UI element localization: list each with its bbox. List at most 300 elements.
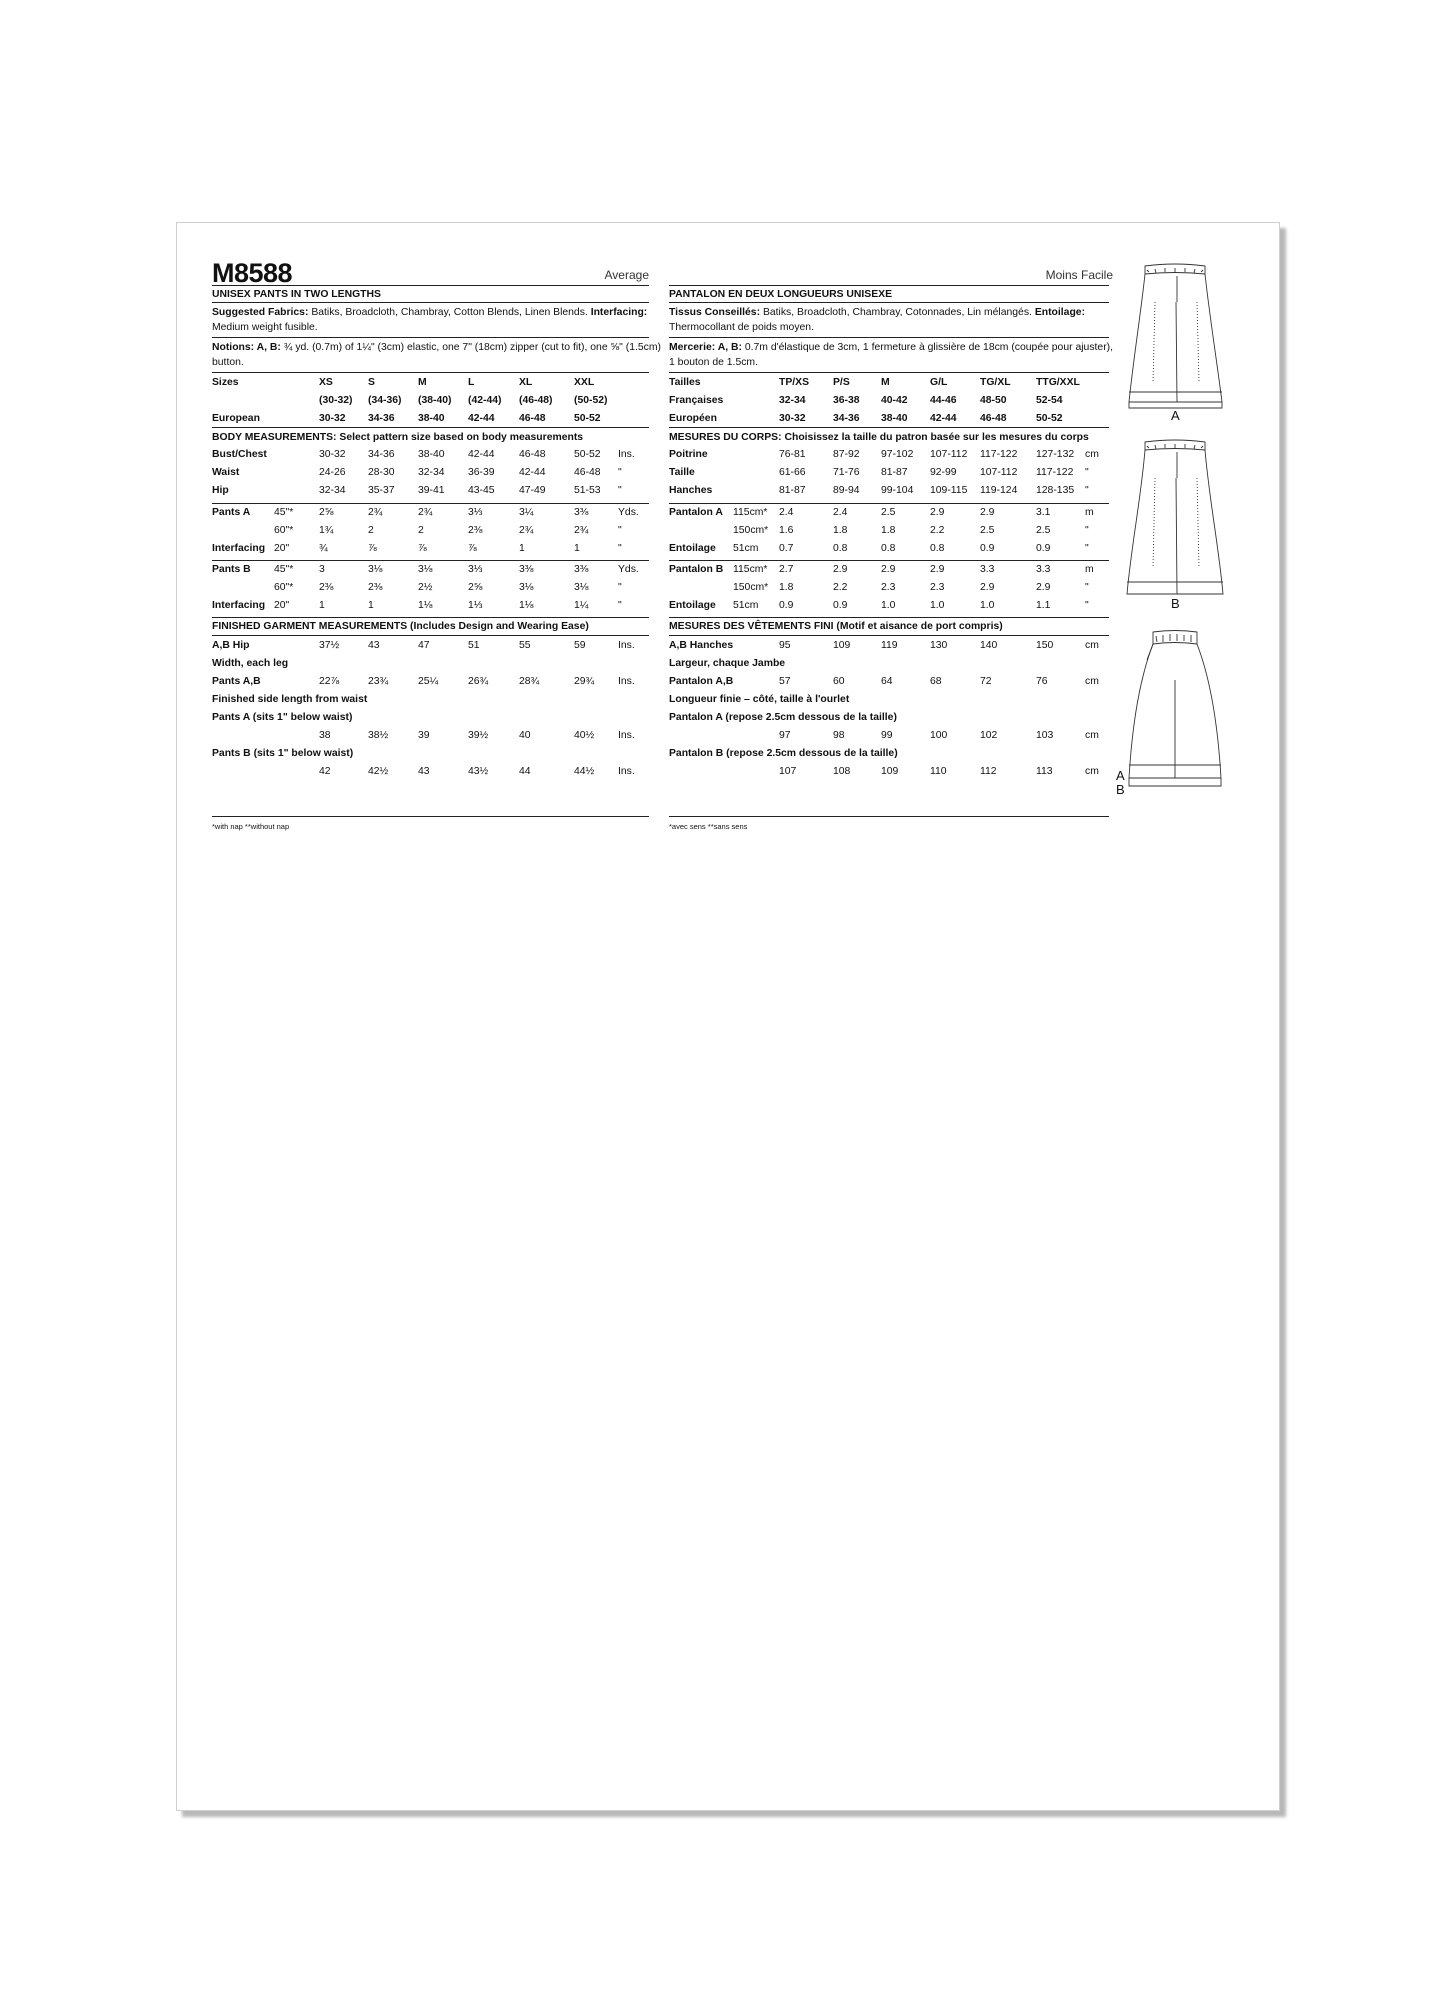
row-label: Sizes [212, 377, 239, 388]
table-cell: 61-66 [779, 467, 806, 478]
en-notions-line2: button. [212, 357, 244, 368]
table-cell: 39½ [468, 730, 489, 741]
pants-illustration-b [1125, 438, 1225, 611]
row-label: Taille [669, 467, 695, 478]
table-cell: 130 [930, 640, 948, 651]
table-cell: 128-135 [1036, 485, 1075, 496]
fr-notions [669, 341, 1113, 354]
row-label: Tailles [669, 377, 701, 388]
row-unit: Ins. [618, 449, 635, 460]
table-cell: 100 [930, 730, 948, 741]
row-label: Entoilage [669, 543, 716, 554]
row-label: Pantalon A [669, 507, 723, 518]
table-cell: (30-32) [319, 395, 353, 406]
row-unit: " [1085, 467, 1089, 478]
table-cell: 117-122 [980, 449, 1018, 460]
table-cell: P/S [833, 377, 850, 388]
table-cell: 2.4 [833, 507, 848, 518]
table-cell: 44-46 [930, 395, 957, 406]
divider [669, 337, 1109, 338]
table-cell: S [368, 377, 375, 388]
table-cell: 30-32 [779, 413, 806, 424]
row-label: Largeur, chaque Jambe [669, 658, 786, 669]
table-cell: 46-48 [574, 467, 601, 478]
table-cell: 34-36 [368, 449, 395, 460]
table-cell: 0.8 [930, 543, 945, 554]
table-cell: 2.4 [779, 507, 794, 518]
table-cell: XL [519, 377, 533, 388]
table-cell: 2.5 [881, 507, 896, 518]
table-cell: 2¾ [519, 525, 534, 536]
pants-illustration-ab [1116, 630, 1225, 797]
table-cell: 127-132 [1036, 449, 1075, 460]
fabric-width: 115cm* [733, 507, 768, 518]
table-cell: 32-34 [418, 467, 445, 478]
fr-fabrics [669, 306, 1109, 319]
row-label: MESURES DU CORPS: Choisissez la taille du patron basée sur les mesures du corps [669, 432, 1089, 443]
fr-fabrics-line2: Thermocollant de poids moyen. [669, 322, 814, 333]
table-cell: 36-38 [833, 395, 860, 406]
table-cell: 108 [833, 766, 851, 777]
table-cell: 2.7 [779, 564, 794, 575]
table-cell: 2.3 [881, 582, 896, 593]
table-cell: 0.9 [779, 600, 794, 611]
table-cell: 47 [418, 640, 430, 651]
en-fabrics-text: Batiks, Broadcloth, Chambray, Cotton Blends, Linen Blends. [311, 307, 588, 318]
table-cell: 43 [368, 640, 380, 651]
table-cell: 107-112 [930, 449, 968, 460]
fabric-width: 150cm* [733, 525, 769, 536]
table-cell: 113 [1036, 766, 1053, 777]
table-cell: 103 [1036, 730, 1054, 741]
table-cell: 1 [519, 543, 525, 554]
table-cell: 30-32 [319, 449, 346, 460]
table-cell: 1 [574, 543, 580, 554]
row-label: Hip [212, 485, 229, 496]
table-cell: 42-44 [468, 413, 495, 424]
table-cell: M [881, 377, 890, 388]
table-cell: 0.8 [833, 543, 848, 554]
table-cell: 46-48 [519, 413, 546, 424]
en-difficulty: Average [604, 268, 649, 282]
table-cell: 32-34 [319, 485, 346, 496]
row-label: Pants B [212, 564, 251, 575]
table-cell: 2.9 [980, 507, 995, 518]
row-unit: cm [1085, 449, 1099, 460]
fr-interfacing-label: Entoilage: [1034, 307, 1086, 318]
table-cell: 150 [1036, 640, 1054, 651]
table-cell: 117-122 [1036, 467, 1074, 478]
row-label: Pantalon A,B [669, 676, 734, 687]
table-cell: 2¾ [574, 525, 589, 536]
row-unit: " [1085, 600, 1089, 611]
fr-notions-label: Mercerie: A, B: [669, 342, 742, 353]
table-cell: 26¾ [468, 676, 489, 687]
fr-notions-line2: 1 bouton de 1.5cm. [669, 357, 758, 368]
table-cell: 71-76 [833, 467, 860, 478]
row-label: Pantalon B (repose 2.5cm dessous de la taille) [669, 748, 898, 759]
row-label: BODY MEASUREMENTS: Select pattern size based on body measurements [212, 432, 584, 443]
table-cell: 3⅛ [368, 564, 383, 575]
table-cell: 60 [833, 676, 845, 687]
table-cell: 2.2 [930, 525, 945, 536]
table-cell: 37½ [319, 640, 340, 651]
table-cell: 38 [319, 730, 331, 741]
divider [212, 617, 649, 618]
table-cell: 1.0 [980, 600, 995, 611]
row-label: Longueur finie – côté, taille à l'ourlet [669, 694, 850, 705]
en-fabrics-line2: Medium weight fusible. [212, 322, 318, 333]
row-unit: cm [1085, 730, 1099, 741]
table-cell: 42 [319, 766, 331, 777]
row-unit: " [618, 600, 622, 611]
table-cell: 1.1 [1036, 600, 1051, 611]
table-cell: 110 [930, 766, 947, 777]
table-cell: 50-52 [574, 413, 601, 424]
label-b: B [1171, 596, 1180, 611]
en-footnote: *with nap **without nap [212, 822, 290, 831]
table-cell: 23¾ [368, 676, 389, 687]
table-cell: 24-26 [319, 467, 346, 478]
row-label: Pantalon B [669, 564, 724, 575]
table-cell: 2.3 [930, 582, 945, 593]
table-cell: 36-39 [468, 467, 495, 478]
table-cell: 29¾ [574, 676, 595, 687]
table-cell: 51 [468, 640, 480, 651]
table-cell: 112 [980, 766, 997, 777]
table-cell: TG/XL [980, 377, 1011, 388]
row-label: Finished side length from waist [212, 694, 368, 705]
fabric-width: 45"* [274, 507, 294, 518]
fabric-width: 20" [274, 543, 290, 554]
table-cell: 47-49 [519, 485, 546, 496]
row-unit: " [1085, 485, 1089, 496]
table-cell: 81-87 [881, 467, 908, 478]
table-cell: 42-44 [468, 449, 495, 460]
table-cell: 2.9 [930, 564, 945, 575]
table-cell: 40-42 [881, 395, 908, 406]
en-interfacing-label: Interfacing: [590, 307, 648, 318]
divider [212, 372, 649, 373]
table-cell: 38-40 [881, 413, 908, 424]
table-cell: 99 [881, 730, 893, 741]
divider [669, 302, 1109, 303]
table-cell: 99-104 [881, 485, 914, 496]
fabric-width: 20" [274, 600, 290, 611]
table-cell: 2.5 [980, 525, 995, 536]
table-cell: 0.9 [1036, 543, 1051, 554]
table-cell: 0.9 [833, 600, 848, 611]
fr-fabrics-label: Tissus Conseillés: [669, 307, 761, 318]
table-cell: 2 [368, 525, 374, 536]
row-label: Pantalon A (repose 2.5cm dessous de la taille) [669, 712, 897, 723]
table-cell: 3⅛ [519, 582, 534, 593]
row-unit: " [618, 467, 622, 478]
table-cell: 87-92 [833, 449, 860, 460]
row-label: Poitrine [669, 449, 708, 460]
fr-notions-text: 0.7m d'élastique de 3cm, 1 fermeture à glissière de 18cm (coupée pour ajuster), [744, 342, 1113, 353]
table-cell: 40½ [574, 730, 595, 741]
table-cell: 57 [779, 676, 791, 687]
table-cell: 3⅜ [519, 564, 534, 575]
fabric-width: 150cm* [733, 582, 769, 593]
table-cell: 2.5 [1036, 525, 1051, 536]
table-cell: 1.8 [833, 525, 848, 536]
row-unit: cm [1085, 640, 1099, 651]
table-cell: 43-45 [468, 485, 495, 496]
divider [669, 285, 1109, 286]
table-cell: 2.2 [833, 582, 848, 593]
divider [212, 337, 649, 338]
table-cell: 3⅜ [574, 564, 589, 575]
table-cell: (38-40) [418, 395, 452, 406]
table-cell: 3.3 [1036, 564, 1051, 575]
table-cell: 1.8 [779, 582, 794, 593]
en-header [212, 258, 649, 288]
table-cell: 1.0 [881, 600, 896, 611]
table-cell: ¾ [319, 543, 328, 554]
row-label: Entoilage [669, 600, 716, 611]
table-cell: 1 [319, 600, 325, 611]
table-cell: 59 [574, 640, 586, 651]
table-cell: 107 [779, 766, 797, 777]
table-cell: 2½ [418, 582, 433, 593]
table-cell: 42½ [368, 766, 389, 777]
label-ab-b: B [1116, 782, 1125, 797]
table-cell: 95 [779, 640, 791, 651]
fabric-width: 60"* [274, 525, 294, 536]
table-cell: 3¼ [519, 507, 534, 518]
table-cell: 68 [930, 676, 942, 687]
table-cell: 32-34 [779, 395, 806, 406]
table-cell: 1 [368, 600, 374, 611]
table-cell: (42-44) [468, 395, 502, 406]
table-cell: 1⅓ [468, 600, 483, 611]
table-cell: 38-40 [418, 413, 445, 424]
table-cell: 55 [519, 640, 531, 651]
table-cell: 3.3 [980, 564, 995, 575]
table-cell: 3 [319, 564, 325, 575]
table-cell: ⅞ [418, 543, 427, 554]
table-cell: TP/XS [779, 377, 810, 388]
en-fabrics [212, 306, 649, 319]
table-cell: ⅞ [468, 543, 477, 554]
table-cell: 1⅛ [519, 600, 534, 611]
table-cell: M [418, 377, 427, 388]
table-cell: 39-41 [418, 485, 445, 496]
row-label: Waist [212, 467, 240, 478]
table-cell: 3.1 [1036, 507, 1051, 518]
fr-footnote: *avec sens **sans sens [669, 822, 748, 831]
row-unit: Yds. [618, 564, 639, 575]
row-label: FINISHED GARMENT MEASUREMENTS (Includes Design and Wearing Ease) [212, 621, 589, 632]
table-cell: 3⅛ [418, 564, 433, 575]
row-unit: Ins. [618, 676, 635, 687]
table-cell: 28-30 [368, 467, 395, 478]
divider [669, 372, 1109, 373]
table-cell: 34-36 [833, 413, 860, 424]
table-cell: 48-50 [980, 395, 1007, 406]
table-cell: 39 [418, 730, 430, 741]
table-cell: 44½ [574, 766, 595, 777]
table-cell: 2⅝ [468, 582, 483, 593]
row-label: MESURES DES VÊTEMENTS FINI (Motif et aisance de port compris) [669, 621, 1003, 632]
pattern-number: M8588 [212, 258, 293, 288]
table-cell: 2.9 [833, 564, 848, 575]
table-cell: 2⅜ [468, 525, 483, 536]
row-unit: Ins. [618, 766, 635, 777]
table-cell: 97 [779, 730, 791, 741]
table-cell: 81-87 [779, 485, 806, 496]
en-title: UNISEX PANTS IN TWO LENGTHS [212, 289, 381, 300]
table-cell: 51-53 [574, 485, 601, 496]
table-cell: 98 [833, 730, 845, 741]
table-cell: 97-102 [881, 449, 914, 460]
fr-difficulty: Moins Facile [1045, 268, 1113, 282]
table-cell: 43 [418, 766, 430, 777]
divider [669, 635, 1109, 636]
table-cell: 76-81 [779, 449, 806, 460]
table-cell: 2¾ [418, 507, 433, 518]
table-cell: 22⅞ [319, 676, 340, 687]
table-cell: 1¼ [574, 600, 589, 611]
table-cell: 107-112 [980, 467, 1018, 478]
table-cell: 119 [881, 640, 898, 651]
table-cell: 2¾ [368, 507, 383, 518]
fr-header [669, 258, 1113, 288]
table-cell: (50-52) [574, 395, 608, 406]
row-unit: " [618, 543, 622, 554]
row-unit: cm [1085, 676, 1099, 687]
table-cell: 3⅓ [468, 507, 483, 518]
table-cell: 3⅛ [574, 582, 589, 593]
table-cell: 50-52 [1036, 413, 1063, 424]
fabric-width: 51cm [733, 543, 759, 554]
table-cell: 2.9 [881, 564, 896, 575]
table-cell: 2.9 [980, 582, 995, 593]
row-unit: " [1085, 525, 1089, 536]
label-ab-a: A [1116, 768, 1125, 783]
table-cell: 25¼ [418, 676, 439, 687]
table-cell: 109 [881, 766, 899, 777]
row-label: Pants A,B [212, 676, 261, 687]
table-cell: 1¾ [319, 525, 334, 536]
row-unit: " [618, 485, 622, 496]
table-cell: 2⅜ [368, 582, 383, 593]
table-cell: 109 [833, 640, 851, 651]
table-cell: 34-36 [368, 413, 395, 424]
en-notions [212, 341, 661, 354]
table-cell: 38½ [368, 730, 389, 741]
table-cell: G/L [930, 377, 948, 388]
table-cell: 3⅓ [468, 564, 483, 575]
table-cell: 119-124 [980, 485, 1018, 496]
divider [212, 635, 649, 636]
en-notions-text: ¾ yd. (0.7m) of 1¼" (3cm) elastic, one 7" (18cm) zipper (cut to fit), one ⅝" (1.5cm) [283, 342, 661, 353]
table-cell: L [468, 377, 475, 388]
divider [212, 503, 649, 504]
row-label: Françaises [669, 395, 724, 406]
row-unit: m [1085, 564, 1094, 575]
row-label: Hanches [669, 485, 713, 496]
fabric-width: 115cm* [733, 564, 768, 575]
table-cell: 30-32 [319, 413, 346, 424]
table-cell: (46-48) [519, 395, 553, 406]
row-unit: Yds. [618, 507, 639, 518]
table-cell: 43½ [468, 766, 489, 777]
table-cell: 76 [1036, 676, 1048, 687]
en-fabrics-label: Suggested Fabrics: [212, 307, 309, 318]
row-unit: " [1085, 543, 1089, 554]
row-unit: " [618, 582, 622, 593]
table-cell: 0.8 [881, 543, 896, 554]
table-cell: 38-40 [418, 449, 445, 460]
table-cell: 2⅜ [319, 582, 334, 593]
row-unit: cm [1085, 766, 1099, 777]
table-cell: 1.8 [881, 525, 896, 536]
table-cell: 52-54 [1036, 395, 1063, 406]
table-cell: 28¾ [519, 676, 540, 687]
fr-fabrics-text: Batiks, Broadcloth, Chambray, Cotonnades, Lin mélangés. [762, 307, 1032, 318]
table-cell: 3⅜ [574, 507, 589, 518]
table-cell: 72 [980, 676, 992, 687]
table-cell: 42-44 [930, 413, 957, 424]
table-cell: 2.9 [1036, 582, 1051, 593]
row-unit: " [1085, 582, 1089, 593]
table-cell: 2 [418, 525, 424, 536]
row-unit: " [618, 525, 622, 536]
fabric-width: 45"* [274, 564, 294, 575]
table-cell: 92-99 [930, 467, 957, 478]
en-notions-label: Notions: A, B: [212, 342, 281, 353]
table-cell: 40 [519, 730, 531, 741]
divider [212, 427, 649, 428]
fabric-width: 60"* [274, 582, 294, 593]
divider [212, 302, 649, 303]
row-label: Bust/Chest [212, 449, 267, 460]
table-cell: 50-52 [574, 449, 601, 460]
row-label: A,B Hip [212, 640, 250, 651]
divider [669, 816, 1109, 817]
table-cell: 0.9 [980, 543, 995, 554]
table-cell: 1.0 [930, 600, 945, 611]
divider [669, 617, 1109, 618]
divider [669, 427, 1109, 428]
row-label: Pants A [212, 507, 251, 518]
fabric-width: 51cm [733, 600, 759, 611]
table-cell: 64 [881, 676, 893, 687]
table-cell: 35-37 [368, 485, 395, 496]
table-cell: 2⅝ [319, 507, 334, 518]
table-cell: XS [319, 377, 333, 388]
table-cell: 1.6 [779, 525, 794, 536]
table-cell: 46-48 [519, 449, 546, 460]
table-cell: 46-48 [980, 413, 1007, 424]
divider [212, 285, 649, 286]
row-label: Interfacing [212, 543, 266, 554]
row-label: Width, each leg [212, 658, 289, 669]
row-unit: Ins. [618, 730, 635, 741]
table-cell: 44 [519, 766, 531, 777]
divider [212, 816, 649, 817]
label-a: A [1171, 408, 1180, 423]
table-cell: 140 [980, 640, 998, 651]
table-cell: ⅞ [368, 543, 377, 554]
table-cell: (34-36) [368, 395, 402, 406]
pants-illustration-a [1125, 262, 1225, 423]
row-label: Interfacing [212, 600, 266, 611]
divider [669, 503, 1109, 504]
